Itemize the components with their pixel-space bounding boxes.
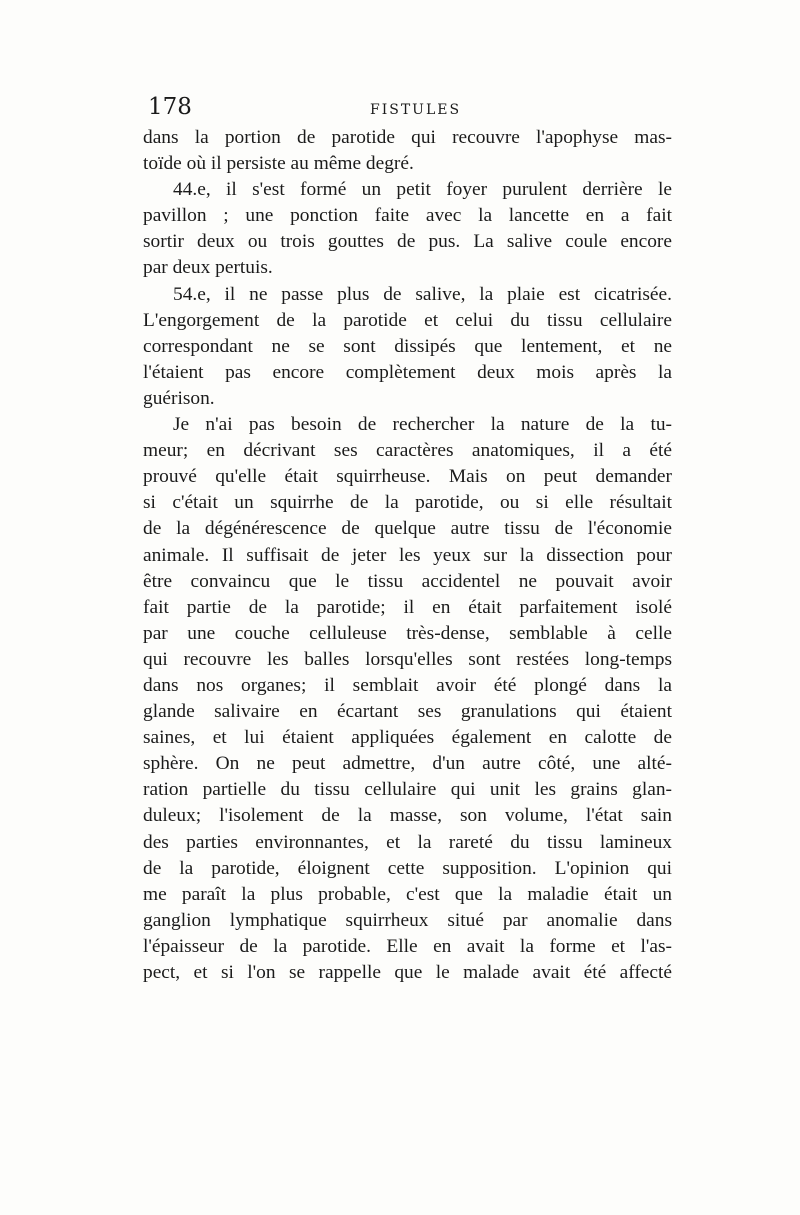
text-line: Je n'ai pas besoin de rechercher la nature de la tu- bbox=[173, 414, 672, 436]
text-line: par deux pertuis. bbox=[143, 257, 273, 279]
text-line: glande salivaire en écartant ses granulations qui étaient bbox=[143, 701, 672, 723]
text-line: être convaincu que le tissu accidentel ne pouvait avoir bbox=[143, 570, 672, 592]
text-line: guérison. bbox=[143, 387, 215, 409]
text-line: si c'était un squirrhe de la parotide, ou si elle résultait bbox=[143, 492, 672, 514]
text-line: prouvé qu'elle était squirrheuse. Mais on peut demander bbox=[143, 466, 672, 488]
text-line: duleux; l'isolement de la masse, son volume, l'état sain bbox=[143, 805, 672, 827]
text-line: qui recouvre les balles lorsqu'elles sont restées long-temps bbox=[143, 648, 672, 670]
text-line: animale. Il suffisait de jeter les yeux sur la dissection pour bbox=[143, 544, 672, 566]
page-header bbox=[148, 94, 670, 128]
text-line: pect, et si l'on se rappelle que le malade avait été affecté bbox=[143, 962, 672, 983]
text-line: meur; en décrivant ses caractères anatomiques, il a été bbox=[143, 440, 672, 462]
text-line: correspondant ne se sont dissipés que lentement, et ne bbox=[143, 335, 672, 357]
text-line: 54.e, il ne passe plus de salive, la plaie est cicatrisée. bbox=[173, 283, 672, 305]
text-line: 44.e, il s'est formé un petit foyer purulent derrière le bbox=[173, 179, 672, 201]
text-line: sphère. On ne peut admettre, d'un autre côté, une alté- bbox=[143, 753, 672, 775]
text-line: ration partielle du tissu cellulaire qui unit les grains glan- bbox=[143, 779, 672, 801]
text-line: toïde où il persiste au même degré. bbox=[143, 153, 414, 175]
text-line: me paraît la plus probable, c'est que la maladie était un bbox=[143, 883, 672, 905]
text-line: fait partie de la parotide; il en était parfaitement isolé bbox=[143, 596, 672, 618]
text-line: l'étaient pas encore complètement deux mois après la bbox=[143, 361, 672, 383]
page-number: 178 bbox=[148, 94, 192, 120]
body-text bbox=[143, 125, 672, 986]
text-line: de la dégénérescence de quelque autre tissu de l'économie bbox=[143, 518, 672, 540]
text-line: sortir deux ou trois gouttes de pus. La salive coule encore bbox=[143, 231, 672, 253]
text-line: par une couche celluleuse très-dense, semblable à celle bbox=[143, 622, 672, 644]
text-line: de la parotide, éloignent cette supposition. L'opinion qui bbox=[143, 857, 672, 879]
text-line: pavillon ; une ponction faite avec la lancette en a fait bbox=[143, 205, 672, 227]
text-line: saines, et lui étaient appliquées également en calotte de bbox=[143, 727, 672, 749]
text-line: dans nos organes; il semblait avoir été plongé dans la bbox=[143, 674, 672, 696]
text-line: L'engorgement de la parotide et celui du tissu cellulaire bbox=[143, 309, 672, 331]
text-line: des parties environnantes, et la rareté du tissu lamineux bbox=[143, 831, 672, 853]
text-line: ganglion lymphatique squirrheux situé par anomalie dans bbox=[143, 909, 672, 931]
text-line: l'épaisseur de la parotide. Elle en avait la forme et l'as- bbox=[143, 935, 672, 957]
running-head: FISTULES bbox=[370, 102, 462, 118]
text-line: dans la portion de parotide qui recouvre l'apophyse mas- bbox=[143, 127, 672, 148]
